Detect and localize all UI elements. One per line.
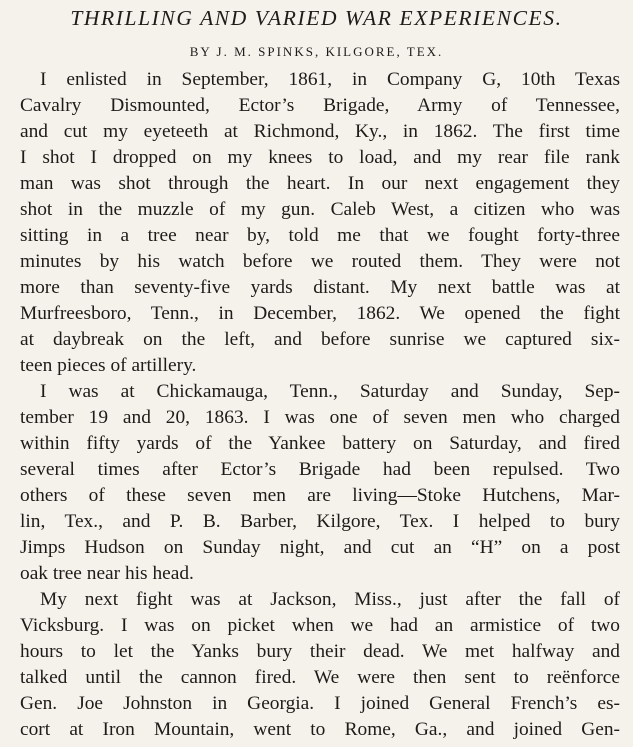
text-line: I shot I dropped on my knees to load, and my rear file rank: [20, 147, 620, 168]
text-line: Murfreesboro, Tenn., in December, 1862. We opened the fight: [20, 303, 620, 324]
text-line: My next fight was at Jackson, Miss., just after the fall of: [40, 589, 620, 610]
text-line: Cavalry Dismounted, Ector’s Brigade, Army of Tennessee,: [20, 95, 620, 116]
text-line: tember 19 and 20, 1863. I was one of seven men who charged: [20, 407, 620, 428]
text-line: and cut my eyeteeth at Richmond, Ky., in 1862. The first time: [20, 121, 620, 142]
text-line: others of these seven men are living—Stoke Hutchens, Mar-: [20, 485, 620, 506]
text-line: Vicksburg. I was on picket when we had an armistice of two: [20, 615, 620, 636]
text-line: within fifty yards of the Yankee battery on Saturday, and fired: [20, 433, 620, 454]
text-line: at daybreak on the left, and before sunrise we captured six-: [20, 329, 620, 350]
text-line: shot in the muzzle of my gun. Caleb West, a citizen who was: [20, 199, 620, 220]
text-line: teen pieces of artillery.: [20, 355, 197, 376]
text-line: talked until the cannon fired. We were then sent to reënforce: [20, 667, 620, 688]
article-byline: BY J. M. SPINKS, KILGORE, TEX.: [189, 44, 444, 59]
text-line: man was shot through the heart. In our next engagement they: [20, 173, 620, 194]
text-line: oak tree near his head.: [20, 563, 194, 584]
text-line: sitting in a tree near by, told me that we fought forty-three: [20, 225, 620, 246]
text-line: I enlisted in September, 1861, in Company G, 10th Texas: [40, 69, 620, 90]
article-title: THRILLING AND VARIED WAR EXPERIENCES.: [70, 6, 563, 30]
text-line: several times after Ector’s Brigade had been repulsed. Two: [20, 459, 620, 480]
text-line: lin, Tex., and P. B. Barber, Kilgore, Tex. I helped to bury: [20, 511, 620, 532]
text-line: cort at Iron Mountain, went to Rome, Ga., and joined Gen-: [20, 719, 620, 740]
text-line: minutes by his watch before we routed them. They were not: [20, 251, 620, 272]
text-line: hours to let the Yanks bury their dead. We met halfway and: [20, 641, 620, 662]
text-line: I was at Chickamauga, Tenn., Saturday and Sunday, Sep-: [40, 381, 620, 402]
text-line: Gen. Joe Johnston in Georgia. I joined General French’s es-: [20, 693, 620, 714]
text-line: more than seventy-five yards distant. My next battle was at: [20, 277, 620, 298]
text-line: Jimps Hudson on Sunday night, and cut an “H” on a post: [20, 537, 620, 558]
